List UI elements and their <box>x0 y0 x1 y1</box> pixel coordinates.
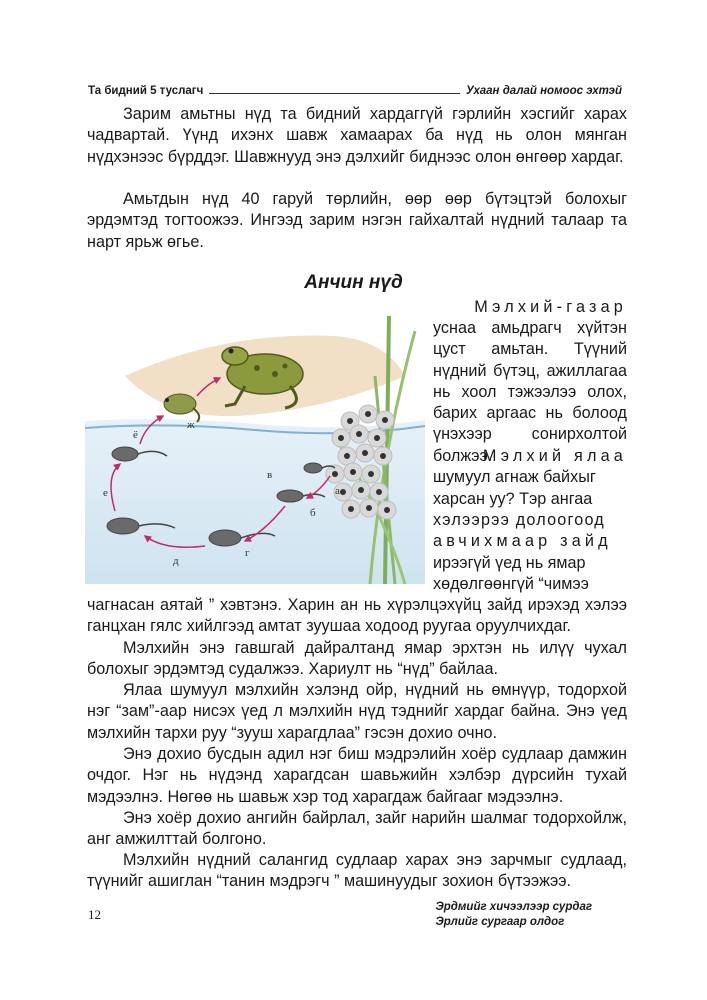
body-paragraph-1: чагнасан аятай ” хэвтэнэ. Харин ан нь хүрэлцэхүйц зайд ирэхэд хэлээ ганцхан гялс хийлгээд амтат зуушаа ходоод руугаа оруулчихдаг. <box>87 596 627 636</box>
header-left: Та бидний 5 туслагч <box>88 85 204 97</box>
side-paragraph-2-line-3: харсан уу? Тэр ангаа <box>433 490 593 508</box>
body-paragraph-4: Энэ дохио бусдын адил нэг биш мэдрэлийн хоёр судлаар дамжин очдог. Нэг нь нүдэнд харагдсан шавьжийн хэлбэр дүрсийн тухай мэдээлнэ. Нөгөө нь шавьж хэр тод харагдаж байгааг мэдээлнэ. <box>87 745 627 806</box>
side-paragraph-1: уснаа амьдрагч хүйтэн цуст амьтан. Түүний нүдний бүтэц, ажиллагаа нь хоол тэжээлээ олох, барих аргаас нь болоод үнэхээр сонирхолтой болжээ. <box>433 319 627 465</box>
figure-label-b: б <box>310 507 316 519</box>
side-paragraph-1-line-1: Мэлхий-газар <box>474 298 627 316</box>
side-paragraph-2-line-2: шумуул агнаж байхыг <box>433 468 596 486</box>
footer-proverb-line-1: Эрдмийг хичээлээр сурдаг <box>435 901 592 913</box>
body-paragraph-6: Мэлхийн нүдний салангид судлаар харах энэ зарчмыг судлаад, түүнийг ашиглан “танин мэдрэгч ” машинуудыг зохион бүтээжээ. <box>87 851 627 891</box>
side-paragraph-2-line-4: хэлээрээ долоогоод <box>433 511 605 529</box>
side-paragraph-2-line-5: авчихмаар зайд <box>433 532 612 550</box>
footer-proverb <box>436 900 592 930</box>
side-paragraph-2-line-6: ирээгүй үед нь ямар <box>433 554 586 572</box>
figure-label-g: г <box>245 547 250 559</box>
figure-label-e: е <box>103 487 108 499</box>
section-title: Анчин нүд <box>304 272 403 293</box>
figure-label-v: в <box>267 469 273 481</box>
figure-label-a: а <box>335 485 340 497</box>
body-paragraph-5: Энэ хоёр дохио ангийн байрлал, зайг нарийн шалмаг тодорхойлж, анг амжилттай болгоно. <box>87 809 627 849</box>
page-number: 12 <box>88 907 101 922</box>
side-paragraph-2-line-1: Мэлхий ялаа <box>482 447 627 465</box>
intro-paragraph-2: Амьтдын нүд 40 гаруй төрлийн, өөр өөр бүтэцтэй болохыг эрдэмтэд тогтоожээ. Ингээд зарим нэгэн гайхалтай нүдний талаар та нарт ярьж өгье. <box>87 190 627 251</box>
side-paragraph-2-line-7: хөдөлгөөнгүй “чимээ <box>433 575 589 593</box>
header-rule <box>209 93 460 94</box>
figure-label-zh: ж <box>187 419 195 431</box>
body-paragraph-3: Ялаа шумуул мэлхийн хэлэнд ойр, нүдний нь өмнүүр, тодорхой нэг “зам”-аар нисэх үед л мэлхийн нүд тэднийг хардаг байна. Энэ үед мэлхийн тархи руу “зууш харагдлаа” гэсэн дохио очно. <box>87 681 627 742</box>
intro-paragraph-1: Зарим амьтны нүд та бидний хардаггүй гэрлийн хэсгийг харах чадвартай. Үүнд ихэнх шавж хамаарах ба нүд нь олон мянган нүдхэнээс бүрддэг. Шавжнууд энэ дэлхийг биднээс олон өнгөөр хардаг. <box>87 105 627 166</box>
figure-label-d: д <box>173 555 179 567</box>
footer-proverb-line-2: Эрлийг сургаар олдог <box>435 916 565 928</box>
body-paragraph-2: Мэлхийн энэ гавшгай дайралтанд ямар эрхтэн нь илүү чухал болохыг эрдэмтэд судалжээ. Хариулт нь “нүд” байлаа. <box>87 639 627 679</box>
header-right: Ухаан далай номоос эхтэй <box>466 85 622 97</box>
frog-lifecycle-illustration <box>85 316 425 584</box>
figure-label-yo: ё <box>133 429 138 441</box>
running-header <box>88 81 622 97</box>
